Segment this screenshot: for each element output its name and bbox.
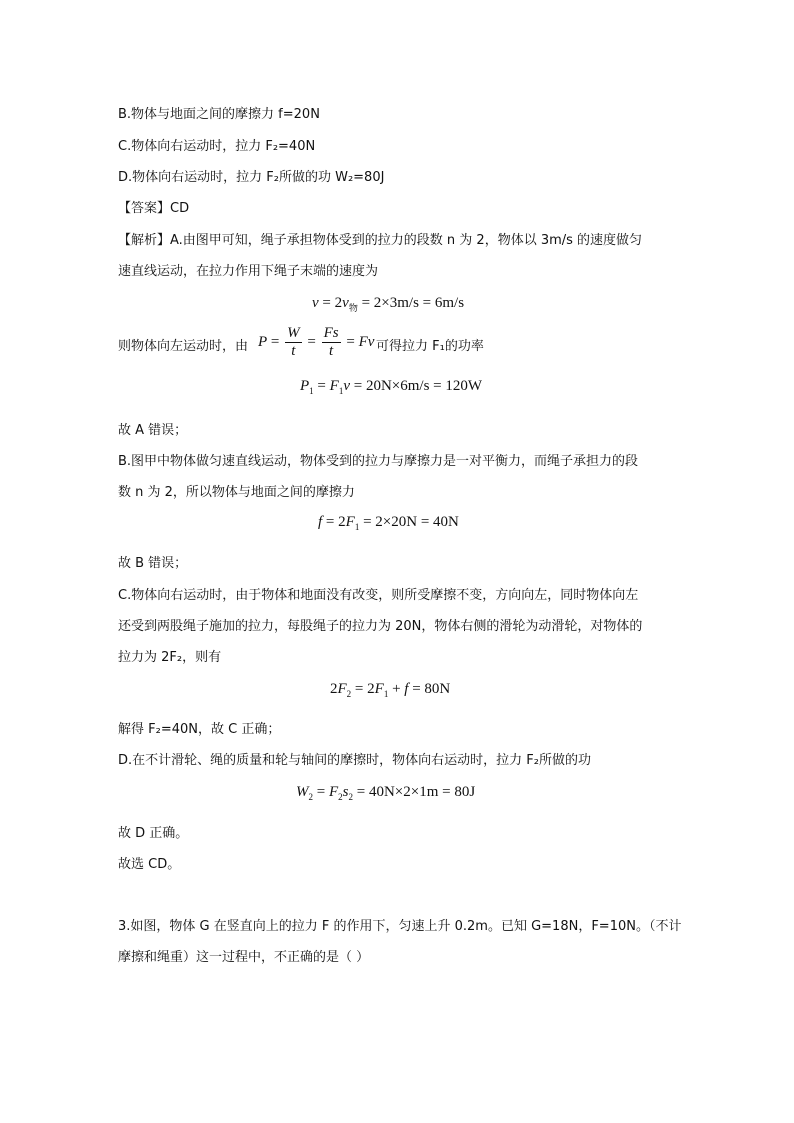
formula-force-balance: $2F_2 = 2F_1 + f = 80N$ (330, 681, 451, 699)
b-conclusion: 故 B 错误； (118, 556, 188, 571)
formula-power-value: $P_1 = F_1v = 20N\times 6m/s = 120W$ (300, 378, 483, 396)
answer: 【答案】CD (118, 201, 190, 216)
d-conclusion: 故 D 正确。 (118, 826, 189, 841)
a-conclusion: 故 A 错误； (118, 423, 188, 438)
option-d: D.物体向右运动时，拉力 F₂所做的功 W₂=80J (118, 170, 385, 185)
b-analysis-line-2: 数 n 为 2，所以物体与地面之间的摩擦力 (118, 485, 355, 500)
analysis-line-2: 速直线运动，在拉力作用下绳子末端的速度为 (118, 264, 379, 279)
c-analysis-line-1: C.物体向右运动时，由于物体和地面没有改变，则所受摩擦不变，方向向左，同时物体向左 (118, 588, 639, 603)
d-analysis-line-1: D.在不计滑轮、绳的质量和轮与轴间的摩擦时，物体向右运动时，拉力 F₂所做的功 (118, 753, 591, 768)
question-3-line-2: 摩擦和绳重）这一过程中，不正确的是（ ） (118, 950, 370, 965)
analysis-line-1: 【解析】A.由图甲可知，绳子承担物体受到的拉力的段数 n 为 2，物体以 3m/s 的速度做匀 (118, 233, 643, 248)
option-c: C.物体向右运动时，拉力 F₂=40N (118, 139, 316, 154)
formula-friction: $f = 2F_1 = 2\times 20N = 40N$ (318, 514, 459, 532)
question-3-line-1: 3.如图，物体 G 在竖直向上的拉力 F 的作用下，匀速上升 0.2m。已知 G=18N，F=10N。（不计 (118, 919, 682, 934)
power-intro-lead: 则物体向左运动时，由 (118, 339, 249, 354)
c-analysis-line-3: 拉力为 2F₂，则有 (118, 650, 222, 665)
formula-work: $W_2 = F_2s_2 = 40N\times 2\times 1m = 80J$ (296, 784, 476, 802)
final-choice: 故选 CD。 (118, 857, 181, 872)
c-conclusion: 解得 F₂=40N，故 C 正确； (118, 722, 281, 737)
b-analysis-line-1: B.图甲中物体做匀速直线运动，物体受到的拉力与摩擦力是一对平衡力，而绳子承担力的段 (118, 454, 639, 469)
c-analysis-line-2: 还受到两股绳子施加的拉力，每股绳子的拉力为 20N，物体右侧的滑轮为动滑轮，对物体的 (118, 619, 643, 634)
option-b: B.物体与地面之间的摩擦力 f=20N (118, 107, 320, 122)
formula-velocity: $v = 2v_物 = 2\times 3m/s = 6m/s$ (312, 295, 465, 313)
formula-power-definition: P = $\frac{W}{t}$ = $\frac{Fs}{t}$ = Fv (258, 325, 375, 359)
power-intro-tail: 可得拉力 F₁的功率 (376, 339, 484, 354)
